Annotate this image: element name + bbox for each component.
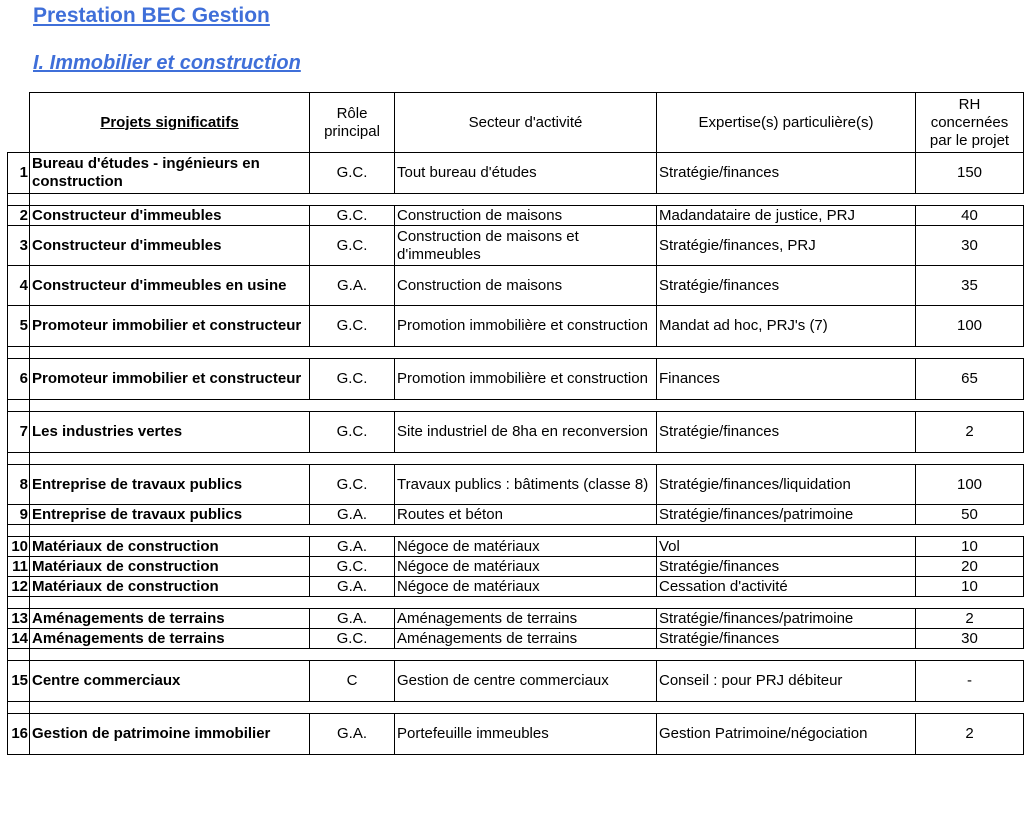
row-projet: Les industries vertes	[30, 412, 310, 453]
row-rh: 20	[916, 557, 1024, 577]
row-role: G.C.	[310, 206, 395, 226]
row-rh: 30	[916, 226, 1024, 266]
header-projet: Projets significatifs	[30, 93, 310, 153]
row-projet: Promoteur immobilier et constructeur	[30, 359, 310, 400]
row-number: 15	[8, 661, 30, 702]
section-title: I. Immobilier et construction	[33, 52, 301, 74]
row-role: G.C.	[310, 359, 395, 400]
row-expertise: Stratégie/finances	[657, 266, 916, 306]
row-secteur: Négoce de matériaux	[395, 537, 657, 557]
table-row	[8, 306, 1024, 347]
row-projet: Constructeur d'immeubles en usine	[30, 266, 310, 306]
spacer-cell	[395, 702, 657, 714]
row-secteur: Promotion immobilière et construction	[395, 359, 657, 400]
row-role: G.C.	[310, 629, 395, 649]
row-number: 11	[8, 557, 30, 577]
row-rh: 100	[916, 306, 1024, 347]
row-role: C	[310, 661, 395, 702]
spacer-cell	[30, 194, 310, 206]
row-expertise: Stratégie/finances/patrimoine	[657, 505, 916, 525]
spacer-cell	[310, 702, 395, 714]
spacer-cell	[8, 649, 30, 661]
row-rh: 10	[916, 577, 1024, 597]
spacer-cell	[8, 400, 30, 412]
row-rh: 40	[916, 206, 1024, 226]
spacer-cell	[657, 597, 916, 609]
row-rh: 2	[916, 714, 1024, 755]
row-expertise: Stratégie/finances	[657, 153, 916, 194]
row-projet: Matériaux de construction	[30, 537, 310, 557]
row-role: G.C.	[310, 412, 395, 453]
row-expertise: Stratégie/finances/liquidation	[657, 465, 916, 505]
row-role: G.C.	[310, 557, 395, 577]
row-projet: Aménagements de terrains	[30, 629, 310, 649]
table-row	[8, 359, 1024, 400]
table-row	[8, 412, 1024, 453]
spacer-cell	[395, 649, 657, 661]
spacer-cell	[30, 400, 310, 412]
header-expertise: Expertise(s) particulière(s)	[657, 93, 916, 153]
spacer-cell	[310, 194, 395, 206]
row-projet: Matériaux de construction	[30, 557, 310, 577]
spacer-cell	[657, 194, 916, 206]
row-rh: 150	[916, 153, 1024, 194]
row-number: 1	[8, 153, 30, 194]
spacer-cell	[310, 347, 395, 359]
table-row	[8, 226, 1024, 266]
row-projet: Centre commerciaux	[30, 661, 310, 702]
row-spacer	[8, 649, 1024, 661]
spacer-cell	[310, 525, 395, 537]
row-projet: Constructeur d'immeubles	[30, 226, 310, 266]
row-role: G.C.	[310, 226, 395, 266]
row-expertise: Cessation d'activité	[657, 577, 916, 597]
row-secteur: Promotion immobilière et construction	[395, 306, 657, 347]
spacer-cell	[916, 597, 1024, 609]
row-secteur: Construction de maisons	[395, 266, 657, 306]
header-role: Rôle principal	[310, 93, 395, 153]
table-row	[8, 537, 1024, 557]
table-row	[8, 465, 1024, 505]
header-num-cell	[8, 93, 30, 153]
row-number: 16	[8, 714, 30, 755]
row-projet: Bureau d'études - ingénieurs en construction	[30, 153, 310, 194]
row-number: 3	[8, 226, 30, 266]
row-role: G.A.	[310, 505, 395, 525]
spacer-cell	[8, 525, 30, 537]
row-projet: Matériaux de construction	[30, 577, 310, 597]
table-row	[8, 505, 1024, 525]
row-rh: 65	[916, 359, 1024, 400]
spacer-cell	[916, 649, 1024, 661]
row-role: G.A.	[310, 266, 395, 306]
row-expertise: Stratégie/finances	[657, 557, 916, 577]
row-spacer	[8, 194, 1024, 206]
row-number: 14	[8, 629, 30, 649]
row-number: 12	[8, 577, 30, 597]
row-rh: 2	[916, 609, 1024, 629]
spacer-cell	[395, 400, 657, 412]
row-number: 5	[8, 306, 30, 347]
spacer-cell	[657, 525, 916, 537]
spacer-cell	[916, 400, 1024, 412]
table-header-row	[8, 93, 1024, 153]
spacer-cell	[310, 400, 395, 412]
row-secteur: Aménagements de terrains	[395, 629, 657, 649]
row-role: G.A.	[310, 609, 395, 629]
spacer-cell	[30, 649, 310, 661]
spacer-cell	[916, 453, 1024, 465]
spacer-cell	[395, 453, 657, 465]
spacer-cell	[657, 400, 916, 412]
row-number: 10	[8, 537, 30, 557]
spacer-cell	[30, 347, 310, 359]
spacer-cell	[30, 453, 310, 465]
spacer-cell	[916, 525, 1024, 537]
table-row	[8, 206, 1024, 226]
row-projet: Constructeur d'immeubles	[30, 206, 310, 226]
row-expertise: Finances	[657, 359, 916, 400]
spacer-cell	[657, 347, 916, 359]
row-projet: Entreprise de travaux publics	[30, 465, 310, 505]
spacer-cell	[395, 194, 657, 206]
row-secteur: Construction de maisons	[395, 206, 657, 226]
row-rh: 30	[916, 629, 1024, 649]
row-secteur: Négoce de matériaux	[395, 577, 657, 597]
row-number: 7	[8, 412, 30, 453]
spacer-cell	[657, 649, 916, 661]
row-number: 8	[8, 465, 30, 505]
header-secteur: Secteur d'activité	[395, 93, 657, 153]
row-secteur: Négoce de matériaux	[395, 557, 657, 577]
row-role: G.C.	[310, 465, 395, 505]
spacer-cell	[30, 597, 310, 609]
table-row	[8, 661, 1024, 702]
row-secteur: Construction de maisons et d'immeubles	[395, 226, 657, 266]
table-row	[8, 714, 1024, 755]
row-role: G.A.	[310, 537, 395, 557]
row-secteur: Aménagements de terrains	[395, 609, 657, 629]
table-row	[8, 577, 1024, 597]
row-role: G.A.	[310, 577, 395, 597]
spacer-cell	[657, 702, 916, 714]
row-rh: 50	[916, 505, 1024, 525]
row-projet: Entreprise de travaux publics	[30, 505, 310, 525]
table-row	[8, 266, 1024, 306]
spacer-cell	[8, 194, 30, 206]
row-number: 9	[8, 505, 30, 525]
spacer-cell	[8, 597, 30, 609]
spacer-cell	[310, 453, 395, 465]
row-expertise: Mandat ad hoc, PRJ's (7)	[657, 306, 916, 347]
row-role: G.C.	[310, 153, 395, 194]
spacer-cell	[916, 347, 1024, 359]
spacer-cell	[8, 347, 30, 359]
row-rh: 2	[916, 412, 1024, 453]
row-secteur: Tout bureau d'études	[395, 153, 657, 194]
row-projet: Promoteur immobilier et constructeur	[30, 306, 310, 347]
spacer-cell	[8, 453, 30, 465]
row-role: G.C.	[310, 306, 395, 347]
row-spacer	[8, 400, 1024, 412]
table-row	[8, 609, 1024, 629]
spacer-cell	[395, 525, 657, 537]
row-expertise: Stratégie/finances, PRJ	[657, 226, 916, 266]
row-spacer	[8, 347, 1024, 359]
row-spacer	[8, 702, 1024, 714]
row-secteur: Site industriel de 8ha en reconversion	[395, 412, 657, 453]
row-rh: -	[916, 661, 1024, 702]
spacer-cell	[8, 702, 30, 714]
row-expertise: Madandataire de justice, PRJ	[657, 206, 916, 226]
table-row	[8, 629, 1024, 649]
spacer-cell	[310, 649, 395, 661]
row-number: 6	[8, 359, 30, 400]
spacer-cell	[916, 194, 1024, 206]
row-spacer	[8, 525, 1024, 537]
spacer-cell	[30, 702, 310, 714]
projects-table	[7, 92, 1024, 755]
row-expertise: Stratégie/finances/patrimoine	[657, 609, 916, 629]
page-title: Prestation BEC Gestion	[33, 4, 270, 27]
row-secteur: Routes et béton	[395, 505, 657, 525]
row-secteur: Travaux publics : bâtiments (classe 8)	[395, 465, 657, 505]
spacer-cell	[916, 702, 1024, 714]
row-secteur: Gestion de centre commerciaux	[395, 661, 657, 702]
row-number: 13	[8, 609, 30, 629]
spacer-cell	[310, 597, 395, 609]
spacer-cell	[30, 525, 310, 537]
row-projet: Gestion de patrimoine immobilier	[30, 714, 310, 755]
row-role: G.A.	[310, 714, 395, 755]
row-rh: 10	[916, 537, 1024, 557]
row-spacer	[8, 597, 1024, 609]
row-expertise: Vol	[657, 537, 916, 557]
row-expertise: Stratégie/finances	[657, 412, 916, 453]
spacer-cell	[395, 597, 657, 609]
row-projet: Aménagements de terrains	[30, 609, 310, 629]
row-number: 2	[8, 206, 30, 226]
row-spacer	[8, 453, 1024, 465]
row-number: 4	[8, 266, 30, 306]
row-expertise: Stratégie/finances	[657, 629, 916, 649]
spacer-cell	[657, 453, 916, 465]
row-expertise: Conseil : pour PRJ débiteur	[657, 661, 916, 702]
row-rh: 100	[916, 465, 1024, 505]
row-rh: 35	[916, 266, 1024, 306]
spacer-cell	[395, 347, 657, 359]
table-row	[8, 153, 1024, 194]
header-rh: RH concernées par le projet	[916, 93, 1024, 153]
row-expertise: Gestion Patrimoine/négociation	[657, 714, 916, 755]
table-row	[8, 557, 1024, 577]
row-secteur: Portefeuille immeubles	[395, 714, 657, 755]
